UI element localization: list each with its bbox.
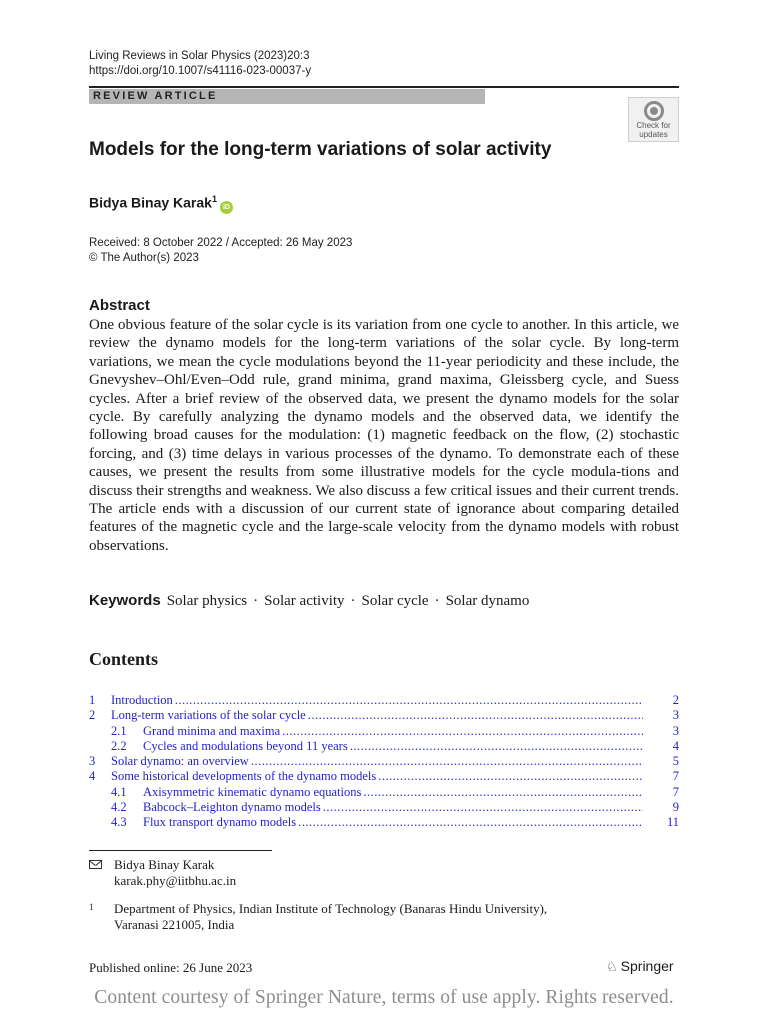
doi-link[interactable]: https://doi.org/10.1007/s41116-023-00037-y: [89, 65, 312, 77]
toc-section-number: 4.1: [111, 784, 127, 799]
toc-section-title[interactable]: Babcock–Leighton dynamo models: [143, 800, 321, 815]
toc-section-title[interactable]: Flux transport dynamo models: [143, 815, 297, 830]
toc-section-number: 3: [89, 754, 96, 769]
toc-page-number[interactable]: 7: [672, 784, 679, 799]
article-type-bar: REVIEW ARTICLE: [89, 89, 485, 104]
article-title: Models for the long-term variations of solar activity: [89, 139, 552, 160]
toc-section-title[interactable]: Long-term variations of the solar cycle: [111, 708, 306, 723]
publisher-logo: [606, 958, 674, 975]
toc-section-title[interactable]: Some historical developments of the dynamo models: [111, 769, 377, 784]
toc-leader-dots: [282, 724, 643, 739]
publisher-name: Springer: [620, 958, 674, 974]
author-name[interactable]: Bidya Binay Karak: [89, 194, 212, 211]
check-updates-label: Check for updates: [636, 121, 671, 139]
toc-leader-dots: [378, 769, 643, 784]
author-affiliation-mark: 1: [211, 194, 217, 204]
toc-entry[interactable]: [89, 693, 679, 708]
toc-entry[interactable]: [89, 754, 679, 769]
corresponding-author-name: Bidya Binay Karak: [114, 857, 215, 872]
keyword-separator: ·: [434, 593, 440, 609]
affiliation: [89, 901, 547, 933]
toc-section-number: 4: [89, 769, 96, 784]
keyword-separator: ·: [253, 593, 259, 609]
toc-leader-dots: [251, 754, 643, 769]
check-updates-icon: [644, 101, 664, 121]
toc-entry[interactable]: [89, 815, 679, 830]
table-of-contents: [89, 693, 679, 831]
toc-leader-dots: [363, 785, 643, 800]
toc-section-number: 2.2: [111, 738, 127, 753]
copyright-notice: © The Author(s) 2023: [89, 252, 199, 264]
keyword-item: Solar dynamo: [445, 593, 530, 609]
keyword-item: Solar physics: [166, 593, 248, 609]
orcid-icon[interactable]: iD: [220, 201, 233, 214]
toc-entry[interactable]: [89, 769, 679, 784]
affiliation-line: Varanasi 221005, India: [114, 917, 235, 932]
affiliation-line: Department of Physics, Indian Institute of Technology (Banaras Hindu University),: [114, 901, 548, 916]
article-dates: [89, 236, 352, 266]
journal-info: [89, 49, 311, 79]
toc-leader-dots: [323, 800, 643, 815]
toc-page-number[interactable]: 3: [672, 723, 679, 738]
watermark-notice: Content courtesy of Springer Nature, terms of use apply. Rights reserved.: [94, 987, 674, 1008]
published-online-date: Published online: 26 June 2023: [89, 960, 253, 975]
toc-leader-dots: [350, 739, 643, 754]
toc-section-number: 4.3: [111, 815, 127, 830]
toc-page-number[interactable]: 5: [672, 754, 679, 769]
toc-page-number[interactable]: 3: [672, 708, 679, 723]
envelope-icon: [89, 860, 102, 869]
keywords-line: [89, 592, 529, 610]
toc-page-number[interactable]: 9: [672, 800, 679, 815]
toc-section-number: 2.1: [111, 723, 127, 738]
keyword-separator: ·: [350, 593, 356, 609]
toc-page-number[interactable]: 4: [672, 738, 679, 753]
contents-heading: Contents: [89, 649, 159, 669]
toc-section-number: 1: [89, 693, 96, 707]
toc-section-title[interactable]: Grand minima and maxima: [143, 723, 281, 738]
keyword-item: Solar cycle: [361, 593, 429, 609]
toc-section-title[interactable]: Axisymmetric kinematic dynamo equations: [143, 784, 362, 799]
toc-section-title[interactable]: Solar dynamo: an overview: [111, 754, 249, 769]
abstract-text: One obvious feature of the solar cycle is its variation from one cycle to another. In this article, we review the dynamo models for the long-term variations of the solar cycle. By long-term variations, we mean the cycle modulations beyond the 11-year periodicity and these include, the Gnevyshev–Ohl/Even–Odd rule, grand minima, grand maxima, Gleissberg cycle, and Suess cycles. After a brief review of the observed data, we present the dynamo models for the solar cycle. By carefully analyzing the dynamo models and the observed data, we identify the following broad causes for the modulation: (1) magnetic feedback on the flow, (2) stochastic forcing, and (3) time delays in various processes of the dynamo. To demonstrate each of these causes, we present the results from some illustrative models for the cycle modula-tions and discuss their strengths and weakness. We also discuss a few critical issues and their current trends. The article ends with a discussion of our current state of ignorance about comparing detailed features of the magnetic cycle and the large-scale velocity from the dynamo models with robust observations.: [89, 317, 679, 554]
toc-entry[interactable]: [89, 800, 679, 815]
received-accepted-dates: Received: 8 October 2022 / Accepted: 26 May 2023: [89, 237, 353, 249]
toc-page-number[interactable]: 7: [672, 769, 679, 784]
toc-section-title[interactable]: Introduction: [111, 693, 173, 707]
footnote-rule: [89, 850, 272, 851]
check-for-updates-button[interactable]: [628, 97, 679, 142]
springer-horse-icon: ♘: [606, 959, 618, 974]
abstract-heading: Abstract: [89, 297, 150, 314]
keyword-item: Solar activity: [264, 593, 345, 609]
toc-section-number: 2: [89, 708, 96, 723]
header-rule: [89, 86, 679, 88]
affiliation-mark: 1: [89, 902, 94, 912]
toc-leader-dots: [298, 815, 643, 830]
toc-section-number: 4.2: [111, 800, 127, 815]
toc-entry[interactable]: [89, 708, 679, 723]
keywords-label: Keywords: [89, 592, 161, 609]
toc-leader-dots: [175, 693, 643, 708]
toc-entry[interactable]: [89, 724, 679, 739]
toc-page-number[interactable]: 2: [672, 693, 679, 707]
toc-leader-dots: [308, 708, 643, 723]
toc-entry[interactable]: [89, 739, 679, 754]
toc-page-number[interactable]: 11: [666, 815, 679, 830]
toc-entry[interactable]: [89, 785, 679, 800]
author-line: [89, 194, 233, 214]
corresponding-author-email[interactable]: karak.phy@iitbhu.ac.in: [114, 873, 237, 888]
toc-section-title[interactable]: Cycles and modulations beyond 11 years: [143, 738, 348, 753]
corresponding-author: [89, 857, 236, 889]
journal-citation: Living Reviews in Solar Physics (2023)20:3: [89, 50, 310, 62]
